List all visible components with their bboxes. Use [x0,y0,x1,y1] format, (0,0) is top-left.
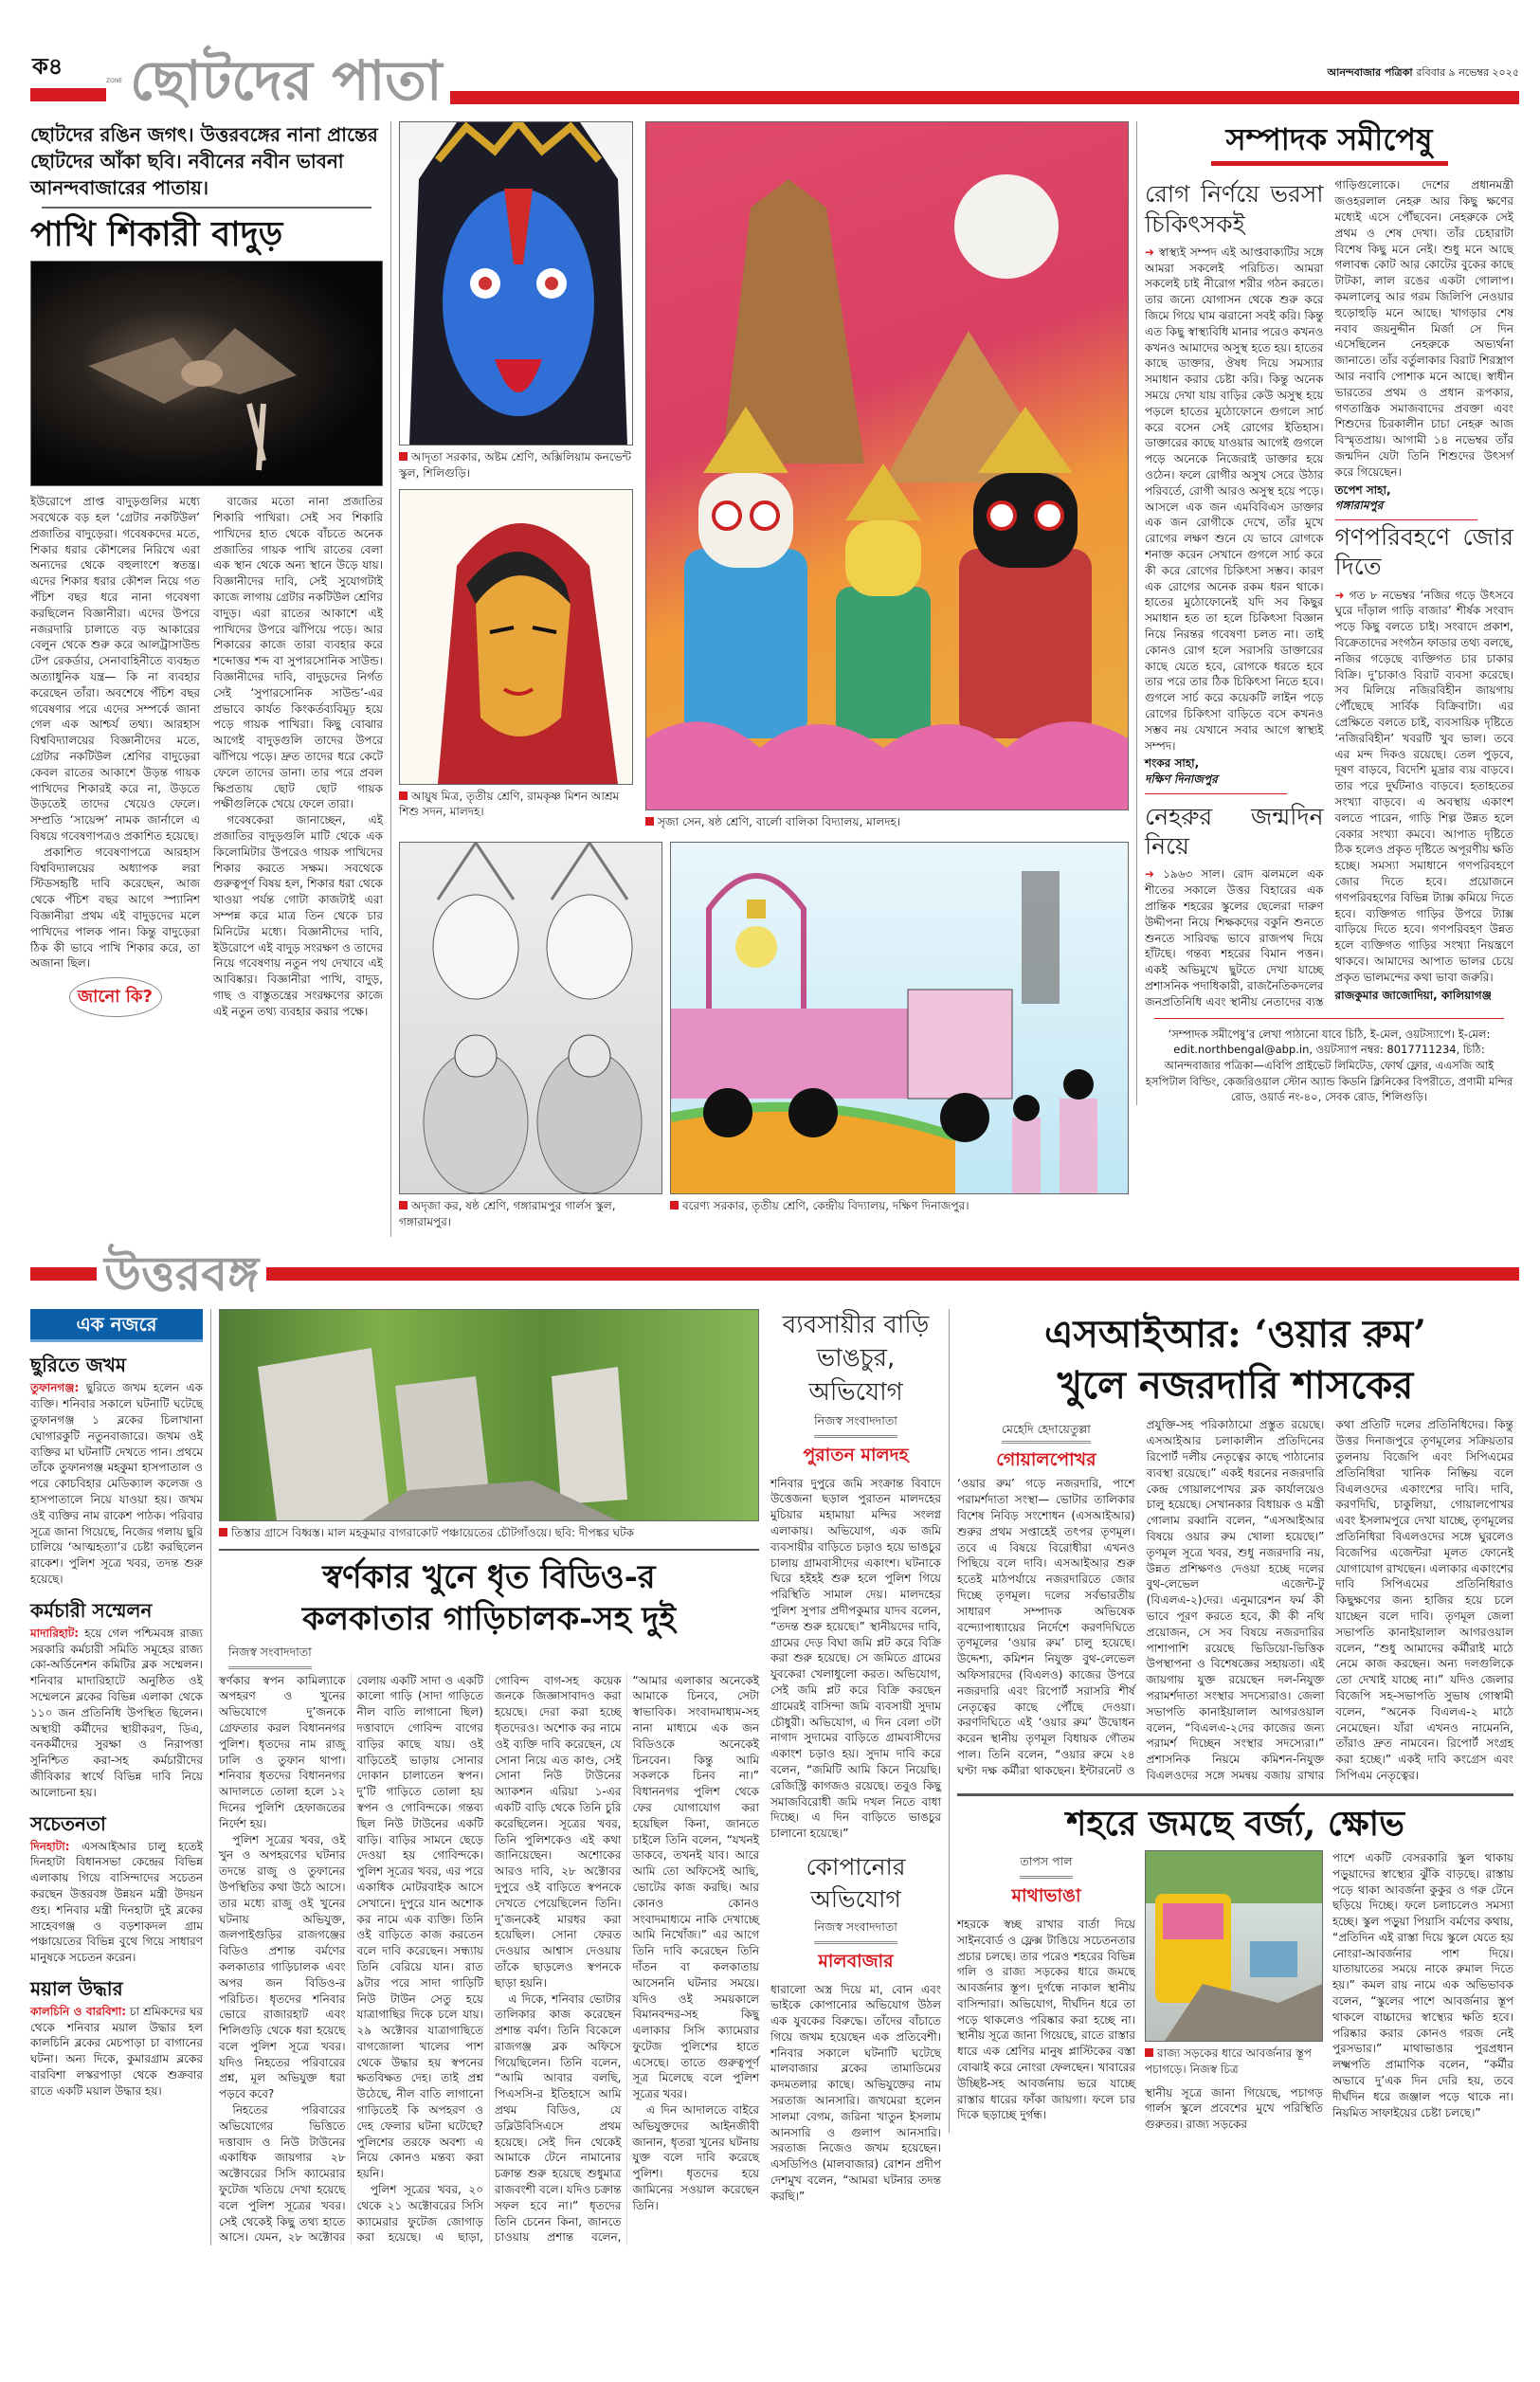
artwork-truck [670,842,1129,1194]
headline-line: এসআইআর: ‘ওয়ার রুম’ [1044,1312,1426,1357]
truck-illustration [671,843,1128,1193]
glance-text: চা শ্রমিকদের ঘর থেকে শনিবার ময়াল উদ্ধার হল কালচিনি ব্লকের মেচপাড়া চা বাগানের ঘটনা। অন্য দিকে, কুমারগ্রাম ব্লকের বারবিশা লস্করপাড়া থেকে শুক্রবার রাতে একটি ময়াল উদ্ধার হয়। [30,2004,203,2098]
letter-headline: গণপরিবহণে জোর দিতে [1334,523,1513,581]
waste-body-mid: স্থানীয় সূত্রে জানা গিয়েছে, পচাগড় গার্লস স্কুলে প্রবেশের মুখে পরিস্থিতি গুরুতর। রাজ্য সড়কের [1145,2085,1323,2132]
goldsmith-byline: নিজস্ব সংবাদদাতা [228,1645,312,1669]
letter-author: রাজকুমার জাজোদিয়া, কালিয়াগঞ্জ [1334,988,1492,1002]
divider [1145,793,1287,794]
artworks-area [390,121,1129,1237]
glance-place: মাদারিহাট: [30,1626,80,1640]
waste-col-left [957,1850,1135,2123]
sir-headline [957,1309,1513,1411]
masthead-date [1328,64,1520,82]
attack-byline: নিজস্ব সংবাদদাতা [814,1919,897,1944]
glance-headline: কর্মচারী সম্মেলন [30,1598,153,1622]
caption-text: অদৃজা কর, ষষ্ঠ শ্রেণি, গঙ্গারামপুর গার্লস স্কুল, গঙ্গারামপুর। [399,1198,616,1228]
goldsmith-column [210,1309,759,2246]
waste-dateline: মাথাভাঙা [1011,1884,1081,1906]
letter-signature [1335,482,1514,515]
header-red-bar-left [30,88,106,101]
headline-line: কলকাতার গাড়িচালক-সহ দুই [302,1600,676,1639]
article-para: এ দিকে, শনিবার ভোটার তালিকার কাজ করেছেন প্রশান্ত বর্মণ। তিনি বিকেলে রাজগঞ্জ ব্লক অফিসে গিয়েছিলেন। তিনি বলেন, “আমি আবার বলছি, পিএসসি-র ইতিহাসে আমি প্রথম বিডিও, যে ডব্লিউবিসিএসে প্রথম হয়েছে। সেই দিন থেকেই আমাকে টেনে নামানোর চক্রান্ত শুরু হয়েছে শুধুমাত্র রাজবংশী বলে। যদিও চক্রান্ত সফল হবে না।” ধৃতদের তিনি চেনেন কিনা, জানতে চাওয়ায় প্রশান্ত বলেন, “আমার এলাকার অনেকেই আমাকে চিনবে, সেটা স্বাভাবিক। সংবাদমাধ্যম-সহ নানা মাধ্যমে এক জন বিডিওকে অনেকেই চিনবেন। কিন্তু আমি সকলকে চিনব না।” বিধাননগর পুলিশ থেকে ফের যোগাযোগ করা হয়েছিল কিনা, জানতে চাইলে তিনি বলেন, “যখনই ডাকবে, তখনই যাব। আরে আমি তো অফিসেই আছি, ভোটের কাজ করছি। আর কোনও কোনও সংবাদমাধ্যমে নাকি দেখাচ্ছে আমি নিখোঁজ।” এর আগে তিনি দাবি করেছেন তিনি দাঁতন বা কলকাতায় আসেননি ঘটনার সময়ে। যদিও ওই সময়কালে বিমানবন্দর-সহ কিছু এলাকার সিসি ক্যামেরার ফুটেজ পুলিশের হাতে এসেছে। তাতে গুরুত্বপূর্ণ সূত্র মিলেছে বলে পুলিশ সূত্রের খবর। [495,1673,759,2245]
artwork-pencil-sketch [399,842,662,1194]
attack-body: ধারালো অস্ত্র দিয়ে মা, বোন এবং ভাইকে কোপানোর অভিযোগ উঠল এক যুবকের বিরুদ্ধে। তাঁদের বাঁচাতে গিয়ে জখম হয়েছেন এক প্রতিবেশী। শনিবার সকালে ঘটনাটি ঘটেছে মালবাজার ব্লকের তামাডিমের কদমতলার কাছে। অভিযুক্তের নাম সরতাজ আনসারি। জখমেরা হলেন সালমা বেগম, জরিনা খাতুন ইসলাম আনসারি ও গুলাপ আনসারি। সরতাজ নিজেও জখম হয়েছেন। এসডিপিও (মালবাজার) রোশন প্রদীপ দেশমুখ বলেন, “আমরা ঘটনার তদন্ত করছি।” [770,1982,941,2203]
section-red-bar-right [266,1267,1519,1281]
arrow-icon: ➜ [1334,588,1345,602]
issue-date: রবিবার ৯ নভেম্বর ২০২৫ [1416,66,1519,79]
letter-text: স্বাস্থ্যই সম্পদ এই আপ্তবাক্যটির সঙ্গে আমরা সকলেই পরিচিত। আমরা সকলেই চাই নীরোগ শরীর গঠন করতে। তার জন্যে যোগাসন থেকে শুরু করে জিমে গিয়ে ঘাম ঝরানো সবই করি। কিন্তু এত কিছু স্বাস্থ্যবিধি মানার পরেও কখনও কখনও আমাদের অসুস্থ হতে হয়। হাতের কাছে ডাক্তার, ঔষধ দিয়ে সমস্যার সমাধান করার চেষ্টা করি। কিন্তু অনেক সময়ে দেখা যায় বাড়ির কেউ অসুস্থ হয়ে পড়লে হাতের মুঠোফোনে গুগলে সার্চ করে বসেন সেই রোগের ইতিহাস। ডাক্তারের কাছে যাওয়ার আগেই গুগলে পড়ে অনেকে নিজেরাই ডাক্তার হয়ে ওঠেন। ফলে রোগীর অসুখ সেরে উঠার পরিবর্তে, রোগী আরও অসুস্থ হয়ে পড়ে। আসলে এক জন এমবিবিএস ডাক্তার এক জন রোগীকে দেখে, তাঁর মুখে রোগের লক্ষণ শুনে যে ভাবে রোগকে শনাক্ত করেন সেখানে গুগলে সার্চ করে কী করে রোগের চিকিৎসা সম্ভব। কারণ এক রোগের অনেক রকম ধরন থাকে। হাতের মুঠোফোনেই যদি সব কিছুর সমাধান হত তা হলে চিকিৎসা বিজ্ঞান নিয়ে নিরন্তর গবেষণা চলত না। তাই কোনও রোগ হলে সরাসরি ডাক্তারের কাছে যেতে হবে, রোগকে ধরতে হবে তার পরে তার ঠিক চিকিৎসা নিতে হবে। গুগলে সার্চ করে কয়েকটি লাইন পড়ে রোগের চিকিৎসা বাড়িতে বসে কখনও সম্ভব নয় যেখানে সবার আগে স্বাস্থ্যই সম্পদ। [1145,245,1324,753]
bat-para: ইউরোপে প্রাপ্ত বাদুড়গুলির মধ্যে সবথেকে বড় হল ‘গ্রেটার নকটিউল’ প্রজাতির বাদুড়েরা। গবেষকদের মতে, শিকার ধরার কৌশলের নিরিখে এরা অন্যদের থেকে বহুলাংশে স্বতন্ত্র। এদের শিকার ধরার কৌশল নিয়ে গত পঁচিশ বছর ধরে নানা গবেষণা করছিলেন বিজ্ঞানীরা। এদের উপরে নজরদারি চালাতে বড় আকারের বেলুন থেকে শুরু করে আলট্রাসাউন্ড টেপ রেকর্ডার, সেনাবাহিনীতে ব্যবহৃত অত্যাধুনিক যন্ত্র— কি না ব্যবহার করেছেন তাঁরা। অবশেষে পঁচিশ বছর গবেষণার পরে এদের সম্পর্কে জানা গেল এক আশ্চর্য তথ্য। আরহাস বিশ্ববিদ্যালয়ের বিজ্ঞানীদের মতে, গ্রেটার নকটিউল শ্রেণির বাদুড়েরা কেবল রাতের আকাশে উড়ন্ত গায়ক পাখিদের শিকারই করে না, উড়তে উড়তেই তাদের খেয়েও ফেলে। সম্প্রতি ‘সায়েন্স’ নামক জার্নালে এ বিষয়ে গবেষণাপত্রও প্রকাশিত হয়েছে। [30,495,200,843]
letter-body [1335,588,1514,986]
headline-line: খুলে নজরদারি শাসকের [1057,1363,1414,1409]
kali-illustration [400,122,632,445]
glance-body [30,1380,203,1587]
bat-para: বাজের মতো নানা প্রজাতির শিকারি পাখিরা। সেই সব শিকারি পাখিদের হাত থেকে বাঁচতে অনেক প্রজাতির গায়ক পাখি রাতের বেলা এক স্থান থেকে অন্য স্থানে উড়ে যায়। বিজ্ঞানীদের দাবি, সেই সুযোগটাই কাজে লাগায় গ্রেটার নকটিউল শ্রেণির বাদুড়। এরা রাতের আকাশে এই পাখিদের উপরে ঝাঁপিয়ে পড়ে। আর শিকারের কাজে তারা ব্যবহার করে শব্দোত্তর শব্দ বা সুপারসোনিক সাউন্ড। বিজ্ঞানীদের দাবি, বাদুড়দের নির্গত সেই ‘সুপারসোনিক সাউন্ড’-এর প্রভাবে কার্যত কিংকর্তব্যবিমূঢ় হয়ে পড়ে গায়ক পাখিরা। কিছু বোঝার আগেই বাদুড়গুলি তাদের উপরে ঝাঁপিয়ে পড়ে। দ্রুত তাদের ধরে কেটে ফেলে তাদের ডানা। তার পরে প্রবল ক্ষিপ্রতায় ছোট ছোট গায়ক পক্ষীগুলিকে খেয়ে ফেলে তারা। [213,495,383,811]
headline-line: স্বর্ণকার খুনে ধৃত বিডিও-র [322,1558,656,1597]
glance-body [30,1626,203,1801]
sir-body [957,1417,1513,1783]
glance-place: তুফানগঞ্জ: [30,1381,80,1395]
caption-text: তিস্তার গ্রাসে বিধ্বস্ত। মাল মহকুমার বাগরাকোট পঞ্চায়েতের চৌটগাঁওয়ে। ছবি: দীপঙ্কর ঘটক [231,1526,634,1540]
letter-signature [1335,988,1514,1004]
did-you-know-badge: জানো কি? [69,977,162,1017]
waste-col-mid [1145,1850,1323,2133]
bat-photo [30,261,383,486]
artwork-caption [399,1198,662,1230]
letters-submission-info: ‘সম্পাদক সমীপেষু’র লেখা পাঠানো যাবে চিঠি, ই-মেল, ওয়টস্যাপে। ই-মেল: edit.northbengal@abp.in, ওয়টস্যাপ নম্বর: 8017711234, চিঠি: আনন্দবাজার পত্রিকা—এবিপি প্রাইভেট লিমিটেড, ফোর্থ ফ্লোর, এএসজি আই হসপিটাল বিল্ডিং, কেজরিওয়াল স্টোন অ্যান্ড কিডনি ক্লিনিকের বিপরীতে, প্রণামী মন্দির রোড, ওয়ার্ড নং-৪০, সেবক রোড, শিলিগুড়ি। [1145,1027,1513,1104]
demolition-dateline: পুরাতন মালদহ [803,1444,909,1465]
bat-illustration [31,262,382,485]
bat-headline: পাখি শিকারী বাদুড় [30,214,283,254]
waste-photo [1145,1850,1323,2042]
teesta-erosion-photo [219,1309,759,1521]
demolition-headline: ব্যবসায়ীর বাড়ি ভাঙচুর, অভিযোগ [782,1311,930,1407]
ruined-house-illustration [220,1310,758,1520]
artwork-caption [670,1198,1129,1214]
artwork-caption [399,449,633,482]
waste-byline: তাপস পাল [1020,1854,1072,1879]
waste-photo-caption [1145,2046,1323,2078]
truck-block [670,842,1129,1222]
artworks-row-1 [399,121,1129,838]
letter-signature [1145,755,1324,788]
bat-article-body [30,494,383,1021]
section-title-uttarbanga: উত্তরবঙ্গ [104,1246,260,1302]
durga-illustration [400,490,632,784]
article-para: পুলিশ সূত্রের খবর, ওই খুন ও অপহরণের ঘটনার তদন্তে রাজু ও তুফানের উপস্থিতির কথা উঠে আসে। তার মধ্যে রাজু ওই খুনের ঘটনায় অভিযুক্ত, জলপাইগুড়ির রাজগঞ্জের বিডিও প্রশান্ত বর্মণের কলকাতার গাড়িচালক এবং অপর জন বিডিও-র পরিচিত। ধৃতদের শনিবার ভোরে রাজারহাট এবং শিলিগুড়ি থেকে ধরা হয়েছে বলে পুলিশ সূত্রে খবর। যদিও নিহতের পরিবারের প্রশ্ন, মূল অভিযুক্ত ধরা পড়বে কবে? [219,1832,346,2101]
divider [1335,519,1477,520]
waste-body-right: পাশে একটি বেসরকারি স্কুল থাকায় পড়ুয়াদের স্বাস্থ্যের ঝুঁকি বাড়ছে। রাস্তায় পড়ে থাকা আবর্জনা কুকুর ও গরু টেনে ছড়িয়ে দিচ্ছে। ফলে চলাচলেও সমস্যা হচ্ছে। স্কুল পড়ুয়া পিয়াসি বর্মণের কথায়, “প্রতিদিন এই রাস্তা দিয়ে স্কুলে যেতে হয় নোংরা-আবর্জনার পাশ দিয়ে। যাতায়াতের সময়ে নাকে রুমাল দিতে হয়।” কমল রায় নামে এক অভিভাবক বলেন, “স্কুলের পাশে আবর্জনার স্তূপ থাকলে বাচ্চাদের স্বাস্থ্যের ক্ষতি হবে। পরিষ্কার করার কোনও গরজ নেই পুরসভার।” মাথাভাঙার পুরপ্রধান লক্ষ্মপতি প্রামাণিক বলেন, “কর্মীর অভাবে দু’এক দিন দেরি হয়, তবে দীর্ঘদিন ধরে জঞ্জাল পড়ে থাকে না। নিয়মিত সাফাইয়ের চেষ্টা চলছে।” [1332,1850,1513,2119]
artwork-jagannath [645,121,1129,810]
letter-place: গঙ্গারামপুর [1334,499,1384,513]
glance-headline: ময়াল উদ্ধার [30,1976,123,2000]
letter-body [1145,245,1324,755]
letters-section-title: সম্পাদক সমীপেষু [1225,121,1433,157]
letter [1335,522,1514,1003]
glance-item [30,1812,203,1966]
bus-garbage-illustration [1146,1851,1322,2041]
waste-body-left: শহরকে স্বচ্ছ রাখার বার্তা দিয়ে সাইনবোর্ড ও ফ্লেক্স টাঙিয়ে সচেতনতার প্রচার চলছে। তার পরেও শহরের বিভিন্ন গলি ও রাজ্য সড়কের ধারে জমছে আবর্জনার স্তূপ। দুর্গন্ধে নাকাল স্থানীয় বাসিন্দারা। অভিযোগ, দীর্ঘদিন ধরে তা পড়ে থাকলেও পরিষ্কার করা হচ্ছে না। স্থানীয় সূত্রে জানা গিয়েছে, রাতে রাস্তার ধারে এক শ্রেণির মানুষ প্লাস্টিকের বস্তা বোঝাই করে নোংরা ফেলছেন। খাবারের উচ্ছিষ্ট-সহ আবর্জনায় ভরে যাচ্ছে রাস্তার ধারের ফাঁকা জায়গা। ফলে চার দিকে ছড়াচ্ছে দুর্গন্ধ। [957,1917,1135,2122]
letters-column [1136,121,1513,1105]
section-red-bar-left [30,1267,97,1281]
sketch-block [399,842,662,1238]
intro-text: ছোটদের রঙিন জগৎ। উত্তরবঙ্গের নানা প্রান্তের ছোটদের আঁকা ছবি। নবীনের নবীন ভাবনা আনন্দবাজারের পাতায়। [30,123,378,199]
glance-body [30,2004,203,2100]
glance-item [30,1977,203,2100]
goldsmith-headline [219,1556,759,1640]
caption-text: আদৃতা সরকার, অষ্টম শ্রেণি, অক্সিলিয়াম কনভেন্ট স্কুল, শিলিগুড়ি। [399,450,632,480]
sir-dateline: গোয়ালপোখর [996,1448,1096,1470]
glance-place: কালচিনি ও বারবিশা: [30,2004,127,2018]
letter-place: দক্ষিণ দিনাজপুর [1145,773,1218,787]
bat-para: গবেষকেরা জানাচ্ছেন, এই প্রজাতির বাদুড়গুলি মাটি থেকে এক কিলোমিটার উপরেও গায়ক পাখিদের শিকার করতে সক্ষম। সবথেকে গুরুত্বপূর্ণ বিষয় হল, শিকার ধরা থেকে খাওয়া পর্যন্ত গোটা কাজটাই এরা সম্পন্ন করে মাত্র তিন থেকে চার মিনিটের মধ্যে। বিজ্ঞানীদের দাবি, ইউরোপে এই বাদুড় সংরক্ষণ ও তাদের নিয়ে গবেষণায় নতুন পথ দেখাবে এই আবিষ্কার। বিজ্ঞানীরা পাখি, বাদুড়, গাছ ও বাস্তুতন্ত্রের সংরক্ষণের কাজে এই নতুন তথ্য ব্যবহার করার পক্ষে। [213,813,383,1018]
header-red-bar-right [450,91,1519,104]
letter-author: শংকর সাহা, [1145,756,1200,771]
artwork-durga-face [399,489,633,785]
header-right [450,47,1519,114]
glance-text: হয়ে গেল পশ্চিমবঙ্গ রাজ্য সরকারি কর্মচারী সমিতি সমূহের রাজ্য কো-অর্ডিনেশন কমিটির ব্লক সম্মেলন। শনিবার মাদারিহাটে অনুষ্ঠিত ওই সম্মেলনে ব্লকের বিভিন্ন এলাকা থেকে ১১০ জন প্রতিনিধি উপস্থিত ছিলেন। অস্থায়ী কর্মীদের স্থায়ীকরণ, ডিএ, বনকর্মীদের সুরক্ষা ও নিরাপত্তা সুনিশ্চিত করা-সহ কর্মচারীদের জীবিকার স্বার্থে বিভিন্ন দাবি নিয়ে আলোচনা হয়। [30,1626,203,1799]
letters-title-underline [1211,161,1448,166]
glance-item [30,1354,203,1587]
article-para: এ দিন আদালতে বাইরে অভিযুক্তদের আইনজীবী জানান, ধৃতরা খুনের ঘটনায় যুক্ত বলে দাবি করেছে পুলিশ। ধৃতদের হয়ে জামিনের সওয়াল করেছেন তিনি। [632,2103,759,2212]
glance-headline: সচেতনতা [30,1811,106,1835]
demolition-byline: নিজস্ব সংবাদদাতা [814,1413,897,1438]
letter [1145,179,1324,794]
caption-text: আয়ুষ মিত্র, তৃতীয় শ্রেণি, রামকৃষ্ণ মিশন আশ্রম শিশু সদন, মালদহ। [399,789,620,819]
photo-caption [219,1525,759,1541]
page-header [30,0,1519,114]
goldsmith-article-body [219,1673,759,2246]
letter-author: তপেশ সাহা, [1334,482,1391,497]
attack-headline: কোপানোর অভিযোগ [806,1853,906,1913]
masthead: আনন্দবাজার পত্রিকা [1327,66,1413,79]
letter-headline: নেহরুর জন্মদিন নিয়ে [1145,802,1324,861]
divider [219,1549,759,1551]
top-section [30,121,1519,1237]
glance-headline: ছুরিতে জখম [30,1354,126,1377]
bat-column [30,121,383,1021]
section-title-chhotoder-pata: ছোটদের পাতা [130,48,443,113]
letter-headline: রোগ নির্ণয়ে ভরসা চিকিৎসকই [1145,180,1324,238]
artworks-right-stack [645,121,1129,838]
attack-dateline: মালবাজার [818,1950,894,1972]
caption-text: বরেণ্য সরকার, তৃতীয় শ্রেণি, কেন্দ্রীয় বিদ্যালয়, দক্ষিণ দিনাজপুর। [682,1198,969,1212]
right-stories-column [949,1309,1513,2133]
arrow-icon: ➜ [1145,867,1155,882]
caption-text: সৃজা সেন, ষষ্ঠ শ্রেণি, বার্লো বালিকা বিদ্যালয়, মালদহ। [658,815,901,828]
sir-byline: মেহেদি হেদায়েতুল্লা [1002,1421,1091,1444]
artwork-caption [645,814,1129,830]
artworks-row-2 [399,842,1129,1238]
waste-story [957,1850,1513,2133]
at-a-glance-box: এক নজরে [30,1309,203,1342]
glance-item [30,1599,203,1801]
zone-label: ZONE [106,77,123,84]
letter-text: গত ৮ নভেম্বর ‘নজির গড়ে উৎসবে ঘুরে দাঁড়াল গাড়ি বাজার’ শীর্ষক সংবাদ পড়ে কিছু বলতে চাই। সংবাদে প্রকাশ, বিক্রেতাদের সংগঠন ফাডার তথ্য বলছে, নজির গড়েছে ব্যক্তিগত চার চাকার বিক্রি। দু’চাকাও বিরাট ব্যবসা করেছে। সব মিলিয়ে নজিরবিহীন জায়গায় পৌঁছেছে সার্বিক বিক্রিবাটা। এর প্রেক্ষিতে বলতে চাই, ব্যবসায়িক দৃষ্টিতে ‘নজিরবিহীন’ খবরটি খুব ভাল। তবে এর মন্দ দিকও রয়েছে। তেল পুড়বে, দূষণ বাড়বে, বিদেশি মুদ্রার ব্যয় বাড়বে। তার পরে দুর্ঘটনাও বাড়বে। হতাহতের সংখ্যা বাড়বে। এ অবস্থায় একাংশ বলতে পারেন, গাড়ি শিল্প উন্নত হলে বেকার সংখ্যা কমবে। আপাত দৃষ্টিতে ঠিক হলেও প্রকৃত দৃষ্টিতে অপূরণীয় ক্ষতি হচ্ছে। সমস্যা সমাধানে গণপরিবহণে জোর দিতে হবে। প্রয়োজনে গণপরিবহণের বিভিন্ন ট্যাক্স কমিয়ে দিতে হবে। ব্যক্তিগত গাড়ির উপরে ট্যাক্স বাড়িয়ে দিতে হবে। গণপরিবহণ উন্নত হলে ব্যক্তিগত গাড়ির সংখ্যা নিয়ন্ত্রণে থাকবে। আমাদের আপাত ভালর চেয়ে প্রকৃত ভালমন্দের কথা ভাবা জরুরি। [1334,588,1513,984]
demolition-body: শনিবার দুপুরে জমি সংক্রান্ত বিবাদে উত্তেজনা ছড়াল পুরাতন মালদহের মুচিয়ার মহামায়া মন্দির সংলগ্ন এলাকায়। অভিযোগ, এক জমি ব্যবসায়ীর বাড়িতে চড়াও হয়ে ভাঙচুর চালায় গ্রামবাসীদের একাংশ। ঘটনাকে ঘিরে হইহই শুরু হলে পুলিশ গিয়ে পরিস্থিতি সামাল দেয়। মালদহের পুলিশ সুপার প্রদীপকুমার যাদব বলেন, “তদন্ত শুরু হয়েছে।” স্থানীয়দের দাবি, গ্রামের দেড় বিঘা জমি প্লট করে বিক্রি করা শুরু হয়েছে। সে জমিতে গ্রামের যুবকেরা খেলাধুলো করত। অভিযোগ, সেই জমি প্লট করে বিক্রি করছেন গ্রামেরই বাসিন্দা জমি ব্যবসায়ী সুদাম চৌধুরী। অভিযোগ, এ দিন বেলা ৩টা নাগাদ সুদামের বাড়িতে গ্রামবাসীদের একাংশ চড়াও হয়। সুদাম দাবি করে বলেন, “জমিটি আমি কিনে নিয়েছি। রেজিস্ট্রি কাগজও রয়েছে। তবুও কিছু সমাজবিরোধী জমি দখল নিতে বাধা দিচ্ছে। এ দিন বাড়িতে ভাঙচুর চালানো হয়েছে।” [770,1476,941,1841]
divider [42,207,371,209]
letters-flow [1145,177,1513,1009]
artwork-caption [399,789,633,821]
article-para: স্বর্ণকার স্বপন কামিল্যাকে অপহরণ ও খুনের অভিযোগে দু’জনকে গ্রেফতার করল বিধাননগর পুলিশ। ধৃতদের নাম রাজু ঢালি ও তুফান থাপা। শনিবার ধৃতদের বিধাননগর আদালতে তোলা হলে ১২ দিনের পুলিশি হেফাজতের নির্দেশ হয়। [219,1673,346,1830]
article-para: নিহতের পরিবারের অভিযোগের ভিত্তিতে দত্তাবাদ ও নিউ টাউনের একাধিক জায়গার ২৮ অক্টোবরের সিসি ক্যামেরার ফুটেজ খতিয়ে দেখা হয়েছে বলে পুলিশ সূত্রের খবর। সেই থেকেই কিছু তথ্য হাতে আসে। যেমন, ২৮ অক্টোবর বেলায় একটি সাদা ও একটি কালো গাড়ি (সাদা গাড়িতে নীল বাতি লাগানো ছিল) দত্তাবাদে গোবিন্দ বাগের বাড়ির কাছে যায়। ওই বাড়িতেই ভাড়ায় সোনার দোকান চালাতেন স্বপন। দু’টি গাড়িতে তোলা হয় স্বপন ও গোবিন্দকে। গন্তব্য ছিল নিউ টাউনের একটি বাড়ি। বাড়ির সামনে ছেড়ে দেওয়া হয় গোবিন্দকে। পুলিশ সূত্রের খবর, এর পরে একাধিক মোটরবাইক আসে সেখানে। দুপুরে যান অশোক কর নামে এক ব্যক্তি। তিনি ওই বাড়িতে কাজ করতেন বলে দাবি করেছেন। সন্ধ্যায় তিনি বেরিয়ে যান। রাত ৯টার পরে সাদা গাড়িটি নিউ টাউন সেতু হয়ে যাত্রাগাছির দিকে চলে যায়। ২৯ অক্টোবর যাত্রাগাছিতে বাগজোলা খালের পাশ থেকে উদ্ধার হয় স্বপনের ক্ষতবিক্ষত দেহ। তাই প্রশ্ন উঠেছে, নীল বাতি লাগানো গাড়িতেই কি অপহরণ ও দেহ ফেলার ঘটনা ঘটেছে? পুলিশের তরফে অবশ্য এ নিয়ে কোনও মন্তব্য করা হয়নি। [219,1673,483,2245]
waste-headline: শহরে জমছে বর্জ্য, ক্ষোভ [1066,1803,1404,1844]
glance-text: এসআইআর চালু হতেই দিনহাটা বিধানসভা কেন্দ্রের বিভিন্ন এলাকায় গিয়ে বাসিন্দাদের সচেতন করছেন উত্তরবঙ্গ উন্নয়ন মন্ত্রী উদয়ন গুহ। শনিবার মন্ত্রী দিনহাটা দুই ব্লকের সাহেবগঞ্জ ও বড়শাকদল গ্রাম পঞ্চায়েতের বিভিন্ন বুথে গিয়ে সাধারণ মানুষকে সচেতন করেন। [30,1839,203,1965]
glance-place: দিনহাটা: [30,1839,70,1853]
article-para: পুলিশ সূত্রের খবর, ২০ থেকে ২১ অক্টোবরের সিসি ক্যামেরার ফুটেজ জোগাড় করা হয়েছে। এ ছাড়া, গোবিন্দ বাগ-সহ কয়েক জনকে জিজ্ঞাসাবাদও করা হয়েছে। দেরা করা হচ্ছে ধৃতদেরও। অশোক কর নামে ওই ব্যক্তি দাবি করেছেন, যে সোনা নিয়ে এত কাণ্ড, সেই সোনা নিউ টাউনের অ্যাকশন এরিয়া ১-এর একটি বাড়ি থেকে তিনি চুরি করেছিলেন। সূত্রের খবর, তিনি পুলিশকেও এই কথা জানিয়েছেন। অশোকের আরও দাবি, ২৮ অক্টোবর দুপুরে ওই বাড়িতে স্বপনকে দেখতে পেয়েছিলেন তিনি। দু’জনকেই মারধর করা হয়েছিল। সোনা ফেরত দেওয়ার আশ্বাস দেওয়ায় তাঁকে ছাড়লেও স্বপনকে ছাড়া হয়নি। [356,1673,622,2245]
north-section-header [30,1246,1519,1302]
divider [957,1793,1513,1796]
letter-text: ১৯৬৩ সাল। রোদ ঝলমলে এক শীতের সকালে উত্তর বিহারের এক প্রান্তিক শহরের স্কুলের ছেলেরা দারুণ উদ্দীপনা নিয়ে শিক্ষকদের বকুনি শুনতে শুনতে সারিবদ্ধ ভাবে রাজপথ দিয়ে হাঁটছে। গন্তব্য শহরের বিমান পত্তন। একই অভিমুখে ছুটতে দেখা যাচ্ছে প্রশাসনিক পদাধিকারী, রাজনৈতিকদলের জনপ্রতিনিধি এবং স্থানীয় নেতাদের ব্যস্ত গাড়িগুলোকে। দেশের প্রধানমন্ত্রী জওহরলাল নেহরু আর কিছু ক্ষণের মধ্যেই এসে পৌঁছবেন। নেহরুকে সেই প্রথম ও শেষ দেখা। তাঁর চেহারাটা বিশেষ কিছু মনে নেই। শুধু মনে আছে গলাবন্ধ কোট আর কোটের বুকের কাছে টাটকা, লাল রঙের একটা গোলাপ। কমলালেবু আর গরম জিলিপি নেওয়ার হুড়োহুড়ি মনে আছে। খাগড়ার শেষ নবাব জয়নুদ্দীন মির্জা সে দিন এসেছিলেন নেহরুকে অভ্যর্থনা জানাতে। তাঁর বর্তুলাকার বিরাট শিরস্ত্রাণ আর নবাবি পোশাক মনে আছে। স্বাধীন ভারতের প্রথম ও প্রধান রূপকার, গণতান্ত্রিক সমাজবাদের প্রবক্তা এবং শিশুদের চিরকালীন চাচা নেহরু আজ বিস্মৃতপ্রায়। আগামী ১৪ নভেম্বর তাঁর জন্মদিন যেটা তিনি শিশুদের উৎসর্গ করে গিয়েছেন। [1145,178,1513,1009]
sketch-illustration [400,843,661,1193]
artworks-left-stack [399,121,633,827]
sir-text: ‘ওয়ার রুম’ গড়ে নজরদারি, পাশে পরামর্শদাতা সংস্থা— ভোটার তালিকার বিশেষ নিবিড় সংশোধন (এসআইআর) শুরুর প্রথম সপ্তাহেই তৎপর তৃণমূল। তবে এ বিষয়ে বিরোধীরা এখনও পিছিয়ে বলে দাবি। এসআইআর শুরু হতেই মাঠপর্যায়ে নজরদারিতে জোর দিচ্ছে তৃণমূল। দলের সর্বভারতীয় সাধারণ সম্পাদক অভিষেক বন্দ্যোপাধ্যায়ের নির্দেশে করণদিঘিতে তৃণমূলের ‘ওয়ার রুম’ চালু হয়েছে। উদ্দেশ্য, কমিশন নিযুক্ত বুথ-লেভেল অফিসারদের (বিএলও) কাজের উপরে নজরদারি এবং রিপোর্ট সরাসরি শীর্ষ নেতৃত্বের কাছে পৌঁছে দেওয়া। করণদিঘিতে এই ‘ওয়ার রুম’ উদ্বোধন করেন স্থানীয় তৃণমূল বিধায়ক গৌতম পাল। তিনি বলেন, “ওয়ার রুমে ২৪ ঘণ্টা দক্ষ কর্মীরা থাকছেন। ইন্টারনেট ও প্রযুক্তি-সহ পরিকাঠামো প্রস্তুত রয়েছে। এসআইআর চলাকালীন প্রতিদিনের রিপোর্ট দলীয় নেতৃত্বের কাছে পাঠানোর ব্যবস্থা রয়েছে।” একই ধরনের নজরদারি কেন্দ্র গোয়ালপোখর ব্লক কার্যালয়েও চালু হয়েছে। সেখানকার বিধায়ক ও মন্ত্রী গোলাম রব্বানি বলেন, “এসআইআর বিষয়ে ওয়ার রুম খোলা হয়েছে।” তৃণমূল সূত্রে খবর, শুধু নজরদারি নয়, উন্নত প্রশিক্ষণও দেওয়া হচ্ছে দলের বুথ-লেভেল এজেন্ট-টু (বিএলএ-২)দের। এনুমারেশন ফর্ম কী ভাবে পূরণ করতে হবে, কী কী নথি প্রয়োজন, সে সব বিষয়ে নজরদারির পাশাপাশি রয়েছে ভিডিয়ো-ভিত্তিক উপস্থাপনা ও বিশেষজ্ঞের সহায়তা। এই জায়গায় যুক্ত রয়েছেন দল-নিযুক্ত পরামর্শদাতা সংস্থার সদস্যেরাও। জেলা সভাপতি কানাইয়ালাল আগরওয়াল বলেন, “বিএলএ-২দের কাজের জন্য পরামর্শ দিচ্ছেন সংস্থার সদস্যেরা।” প্রশাসনিক নিয়মে কমিশন-নিযুক্ত বিএলওদের সঙ্গে সমন্বয় বজায় রাখার কথা প্রতিটি দলের প্রতিনিধিদের। কিন্তু উত্তর দিনাজপুরে তৃণমূলের সক্রিয়তার তুলনায় বিজেপি এবং সিপিএমের প্রতিনিধিরা খানিক নিষ্ক্রিয় বলে বিএলওদের একাংশের দাবি। দাবি, করণদিঘি, চাকুলিয়া, গোয়ালপোখর এবং ইসলামপুরে দেখা যাচ্ছে, তৃণমূলের প্রতিনিধিরা বিএলওদের সঙ্গে ঘুরলেও বিজেপির এজেন্টরা মূলত ফোনেই যোগাযোগ রাখছেন। এলাকার একাংশের দাবি সিপিএমের প্রতিনিধিরাও কিছুক্ষণের জন্য হাজির হয়ে চলে যাচ্ছেন বলে দাবি। তৃণমূল জেলা সভাপতি কানাইয়ালাল আগরওয়াল বলেন, “শুধু আমাদের কর্মীরাই মাঠে নেমে কাজ করছেন। অন্য দলগুলিকে তো দেখাই যাচ্ছে না।” যদিও জেলার বিজেপি সহ-সভাপতি সুভাষ গোস্বামী বলেন, “অনেক বিএলএ-২ মাঠে নেমেছেন। যাঁরা এখনও নামেননি, তাঁরাও দ্রুত নামবেন। রিপোর্ট সংগ্রহ করা হচ্ছে।” একই দাবি কংগ্রেস এবং সিপিএম নেতৃত্বের। [957,1418,1513,1782]
bottom-section [30,1309,1519,2246]
divider [1154,1018,1504,1019]
artwork-kali [399,121,633,445]
jagannath-illustration [646,122,1128,809]
at-a-glance-column [30,1309,203,2099]
page-number: ক৪ [32,52,63,80]
bat-para: প্রকাশিত গবেষণাপত্রে আরহাস বিশ্ববিদ্যালয়ের অধ্যাপক লরা স্টিডসহৃষ্টি দাবি করেছেন, আজ থেকে পঁচিশ বছর আগে স্প্যানিশ বিজ্ঞানীরা প্রথম এই বাদুড়দের মলে পাখিদের পালক পান। কিন্তু বাদুড়েরা ঠিক কী ভাবে পাখি শিকার করে, তা অজানা ছিল। [30,845,200,971]
caption-text: রাজ্য সড়কের ধারে আবর্জনার স্তূপ পচাগড়ে। নিজস্ব চিত্র [1145,2046,1312,2076]
glance-text: ছুরিতে জখম হলেন এক ব্যক্তি। শনিবার সকালে ঘটনাটি ঘটেছে তুফানগঞ্জ ১ ব্লকের চিলাখানা ঘোগারকুটি নতুনবাজারে। জখম ওই ব্যক্তির মা ঘটনাটি দেখতে পান। প্রথমে তাঁকে তুফানগঞ্জ মহকুমা হাসপাতাল ও পরে কোচবিহার মেডিক্যাল কলেজ ও হাসপাতালে নিয়ে যাওয়া হয়। জখম ওই ব্যক্তির নাম রাকেশ পাঠক। পরিবার সূত্রে জানা গিয়েছে, নিজের গলায় ছুরি চালিয়ে ‘আত্মহত্যা’র চেষ্টা করছিলেন রাকেশ। পুলিশ সূত্রে খবর, তদন্ত শুরু হয়েছে। [30,1381,204,1586]
short-stories-column [770,1309,941,2204]
arrow-icon: ➜ [1145,245,1155,259]
glance-body [30,1839,203,1966]
